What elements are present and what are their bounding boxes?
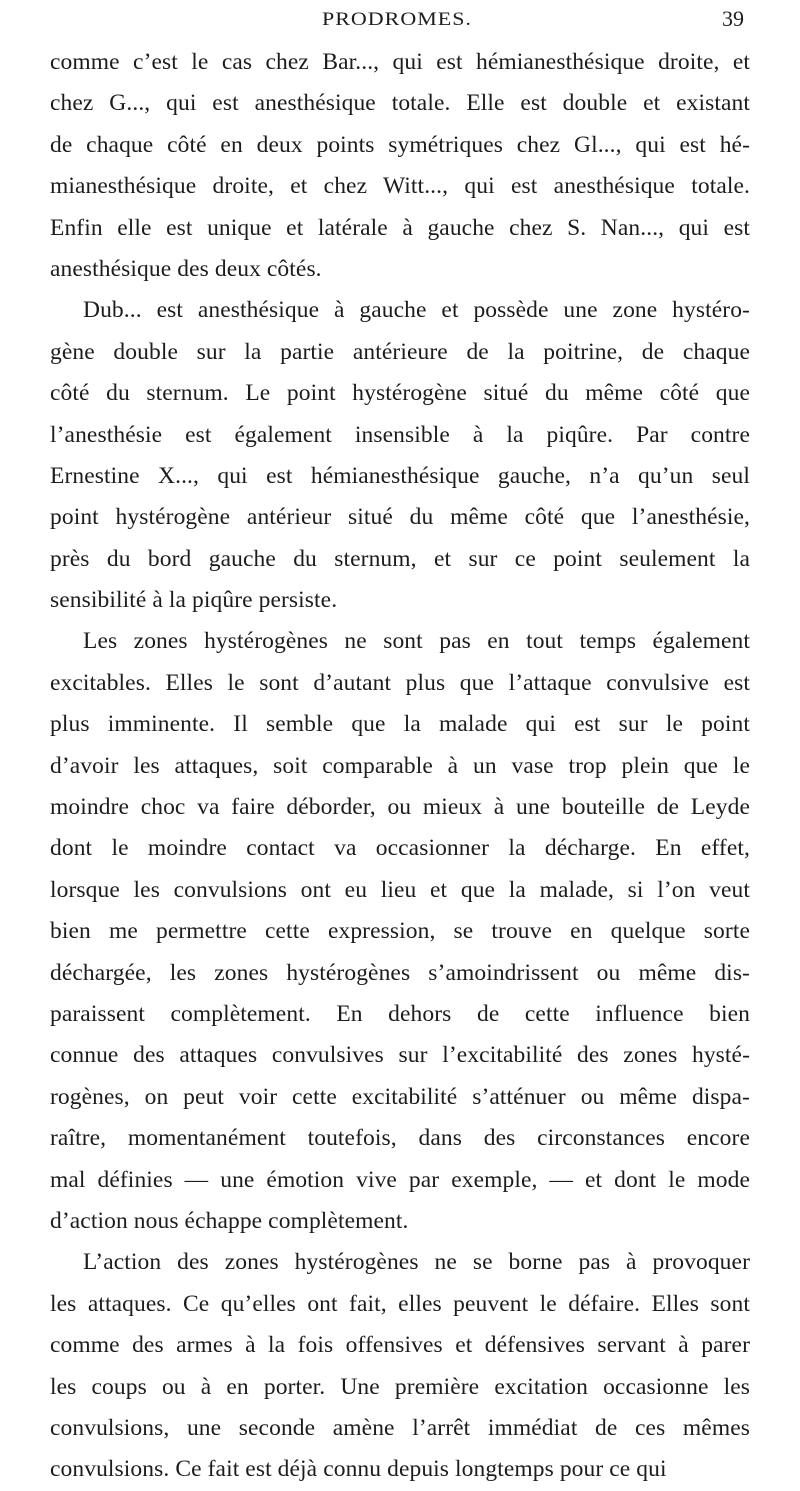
text-line: lorsque les convulsions ont eu lieu et que la malade, si l’on veut (50, 876, 750, 903)
text-line: point hystérogène antérieur situé du même côté que l’anesthésie, (50, 504, 750, 531)
running-header (50, 4, 744, 34)
paragraph (50, 621, 750, 1242)
text-line: les coups ou à en porter. Une première excitation occasionne les (50, 1373, 750, 1400)
body-text (50, 42, 750, 1491)
running-title: PRODROMES. (322, 7, 472, 30)
text-line: excitables. Elles le sont d’autant plus que l’attaque convulsive est (50, 669, 750, 696)
paragraph (50, 290, 750, 621)
text-line: convulsions. Ce fait est déjà connu depuis longtemps pour ce qui (50, 1456, 667, 1483)
text-line: de chaque côté en deux points symétriques chez Gl..., qui est hé- (50, 131, 750, 158)
text-line: rogènes, on peut voir cette excitabilité s’atténuer ou même dispa- (50, 1083, 750, 1110)
text-line: comme c’est le cas chez Bar..., qui est hémianesthésique droite, et (50, 49, 750, 75)
text-line: d’action nous échappe complètement. (50, 1207, 409, 1234)
text-line: mianesthésique droite, et chez Witt..., qui est anesthésique totale. (50, 173, 750, 200)
text-line: raître, momentanément toutefois, dans des circonstances encore (50, 1125, 750, 1152)
text-line: mal définies — une émotion vive par exemple, — et dont le mode (50, 1166, 750, 1193)
text-line: l’anesthésie est également insensible à la piqûre. Par contre (50, 421, 750, 448)
text-line: les attaques. Ce qu’elles ont fait, elles peuvent le défaire. Elles sont (50, 1290, 750, 1317)
text-line: moindre choc va faire déborder, ou mieux à une bouteille de Leyde (50, 794, 750, 821)
text-line: bien me permettre cette expression, se trouve en quelque sorte (50, 918, 750, 945)
text-line: Enfin elle est unique et latérale à gauche chez S. Nan..., qui est (50, 214, 750, 241)
text-line: gène double sur la partie antérieure de la poitrine, de chaque (50, 338, 750, 365)
page-number: 39 (722, 6, 744, 31)
text-line: côté du sternum. Le point hystérogène situé du même côté que (50, 380, 750, 407)
text-line: dont le moindre contact va occasionner la décharge. En effet, (50, 835, 750, 862)
text-line: anesthésique des deux côtés. (50, 255, 322, 282)
text-line: connue des attaques convulsives sur l’excitabilité des zones hysté- (50, 1042, 750, 1069)
text-line: L’action des zones hystérogènes ne se borne pas à provoquer (83, 1249, 750, 1276)
paragraph (50, 42, 750, 290)
text-line: comme des armes à la fois offensives et défensives servant à parer (50, 1332, 750, 1359)
text-line: paraissent complètement. En dehors de cette influence bien (50, 1000, 750, 1027)
text-line: Ernestine X..., qui est hémianesthésique gauche, n’a qu’un seul (50, 462, 750, 489)
text-line: convulsions, une seconde amène l’arrêt immédiat de ces mêmes (50, 1414, 750, 1441)
text-line: d’avoir les attaques, soit comparable à un vase trop plein que le (50, 752, 750, 779)
text-line: sensibilité à la piqûre persiste. (50, 587, 338, 614)
text-line: Les zones hystérogènes ne sont pas en tout temps également (83, 628, 750, 655)
text-line: Dub... est anesthésique à gauche et possède une zone hystéro- (83, 297, 750, 324)
text-line: déchargée, les zones hystérogènes s’amoindrissent ou même dis- (50, 959, 750, 986)
text-line: plus imminente. Il semble que la malade qui est sur le point (50, 711, 750, 738)
text-line: près du bord gauche du sternum, et sur ce point seulement la (50, 545, 750, 572)
paragraph (50, 1242, 750, 1490)
text-line: chez G..., qui est anesthésique totale. Elle est double et existant (50, 90, 750, 117)
